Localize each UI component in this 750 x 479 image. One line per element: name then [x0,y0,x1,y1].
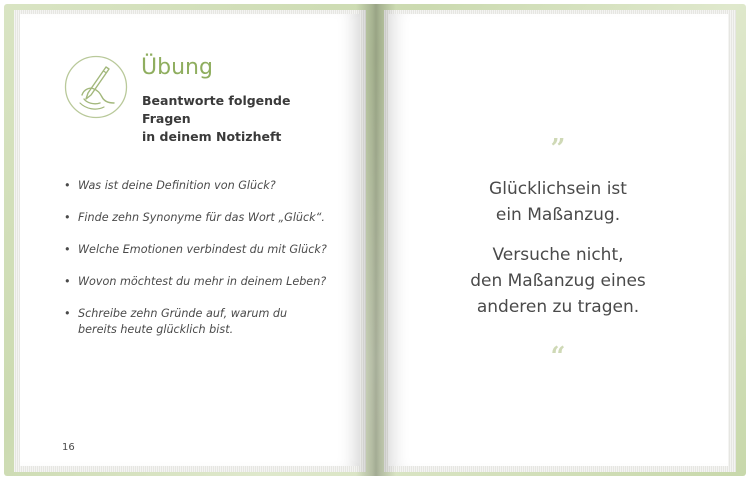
list-item [62,178,342,194]
quote-line: Glücklichsein ist [489,179,627,199]
question-text: Finde zehn Synonyme für das Wort „Glück“. [78,211,325,224]
instruction-line: in deinem Notizheft [142,129,282,144]
bullet: • [64,211,71,224]
question-text: Wovon möchtest du mehr in deinem Leben? [78,275,327,288]
exercise-instruction [142,92,342,146]
bullet: • [64,243,71,256]
quote-line: ein Maßanzug. [495,205,621,225]
pen-writing-icon [64,55,128,119]
bullet: • [64,307,71,320]
list-item [62,274,342,290]
quote-line: Versuche nicht, [492,245,624,265]
question-text: Welche Emotionen verbindest du mit Glück? [78,243,327,256]
list-item [62,210,342,226]
question-text: Schreibe zehn Gründe auf, warum du bereits heute glücklich bist. [78,307,288,336]
question-list [62,178,342,354]
instruction-line: Beantworte folgende Fragen [142,93,291,126]
quote-paragraph [388,242,728,320]
quote-line: den Maßanzug eines [470,271,646,291]
closing-quote-mark: “ [550,342,566,372]
exercise-heading: Übung [141,55,213,80]
quote-paragraph [388,176,728,228]
question-text: Was ist deine Definition von Glück? [78,179,276,192]
page-number: 16 [62,442,75,453]
bullet: • [64,275,71,288]
bullet: • [64,179,71,192]
left-page [20,14,360,466]
opening-quote-mark: ” [550,134,566,164]
right-page [388,14,728,466]
quote-line: anderen zu tragen. [476,297,640,317]
list-item [62,242,342,258]
list-item [62,306,310,338]
